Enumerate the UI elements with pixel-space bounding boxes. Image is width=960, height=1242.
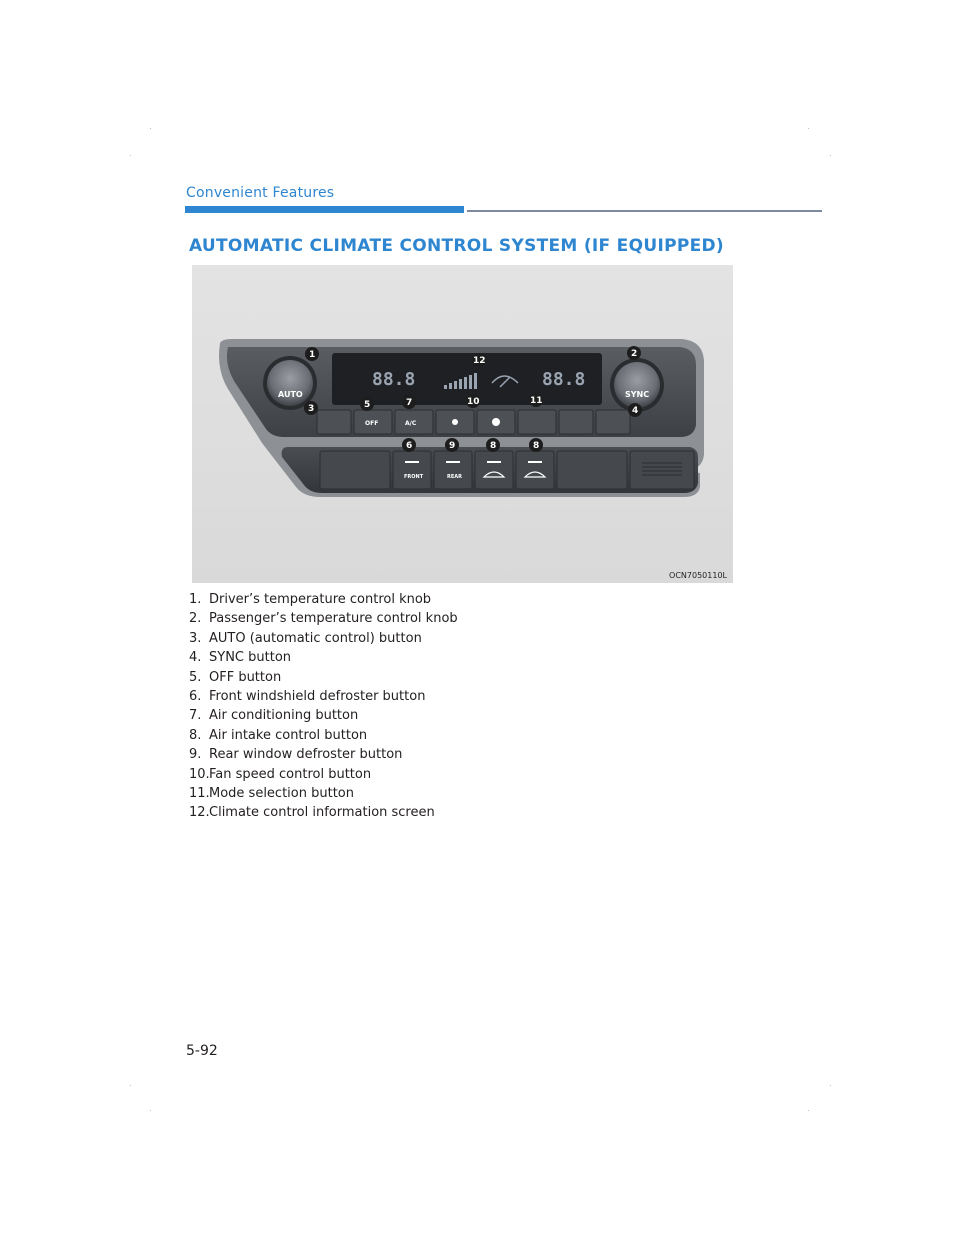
lcd-left-temp: 88.8: [372, 369, 416, 390]
crop-mark: [830, 1085, 831, 1086]
component-legend: [189, 590, 458, 823]
front-defrost-button: [393, 451, 431, 489]
off-label: OFF: [365, 420, 379, 427]
climate-panel-figure: [192, 265, 733, 583]
callout-11: 11: [530, 396, 543, 406]
legend-item: 8. Air intake control button: [189, 727, 368, 743]
callout-12: 12: [473, 356, 486, 366]
legend-item: 10.Fan speed control button: [189, 766, 372, 782]
legend-item: 4. SYNC button: [189, 650, 292, 666]
climate-panel-illustration: [192, 265, 733, 583]
lcd-right-temp: 88.8: [542, 369, 586, 390]
callout-6: 6: [406, 441, 413, 451]
legend-item: 3. AUTO (automatic control) button: [189, 630, 422, 646]
front-label: FRONT: [404, 474, 424, 480]
header-rule-accent: [185, 206, 464, 213]
legend-item: 6. Front windshield defroster button: [189, 689, 426, 705]
rear-defrost-button: [434, 451, 472, 489]
sync-label: SYNC: [625, 390, 650, 399]
callout-2: 2: [631, 349, 638, 359]
callout-8b: 8: [533, 441, 540, 451]
legend-item: 2. Passenger’s temperature control knob: [189, 611, 458, 627]
legend-item: 11.Mode selection button: [189, 786, 354, 802]
callout-7: 7: [406, 398, 413, 408]
page-number: 5-92: [186, 1043, 218, 1059]
mode-button: [518, 410, 556, 434]
passenger-temp-knob: [614, 362, 660, 408]
callout-1: 1: [309, 350, 316, 360]
ac-label: A/C: [405, 420, 417, 427]
driver-temp-knob: [267, 360, 313, 406]
legend-item: 12.Climate control information screen: [189, 805, 435, 821]
callout-10: 10: [467, 397, 480, 407]
crop-mark: [150, 128, 151, 129]
legend-item: 7. Air conditioning button: [189, 708, 359, 724]
header-rule: [467, 210, 822, 212]
running-header: Convenient Features: [186, 185, 335, 201]
crop-mark: [150, 1110, 151, 1111]
legend-item: 1. Driver’s temperature control knob: [189, 592, 432, 607]
callout-5: 5: [364, 400, 371, 410]
auto-label: AUTO: [278, 390, 303, 399]
figure-code: OCN7050110L: [669, 571, 727, 580]
crop-mark: [130, 1085, 131, 1086]
callout-4: 4: [632, 406, 639, 416]
legend-item: 9. Rear window defroster button: [189, 747, 403, 763]
crop-mark: [808, 1110, 809, 1111]
rear-label: REAR: [447, 474, 462, 480]
callout-8a: 8: [490, 441, 497, 451]
recirc-button: [475, 451, 513, 489]
crop-mark: [830, 155, 831, 156]
crop-mark: [808, 128, 809, 129]
crop-mark: [130, 155, 131, 156]
section-title: AUTOMATIC CLIMATE CONTROL SYSTEM (IF EQUIPPED): [189, 236, 724, 256]
callout-9: 9: [449, 441, 456, 451]
legend-item: 5. OFF button: [189, 669, 282, 685]
fresh-air-button: [516, 451, 554, 489]
callout-3: 3: [308, 404, 315, 414]
